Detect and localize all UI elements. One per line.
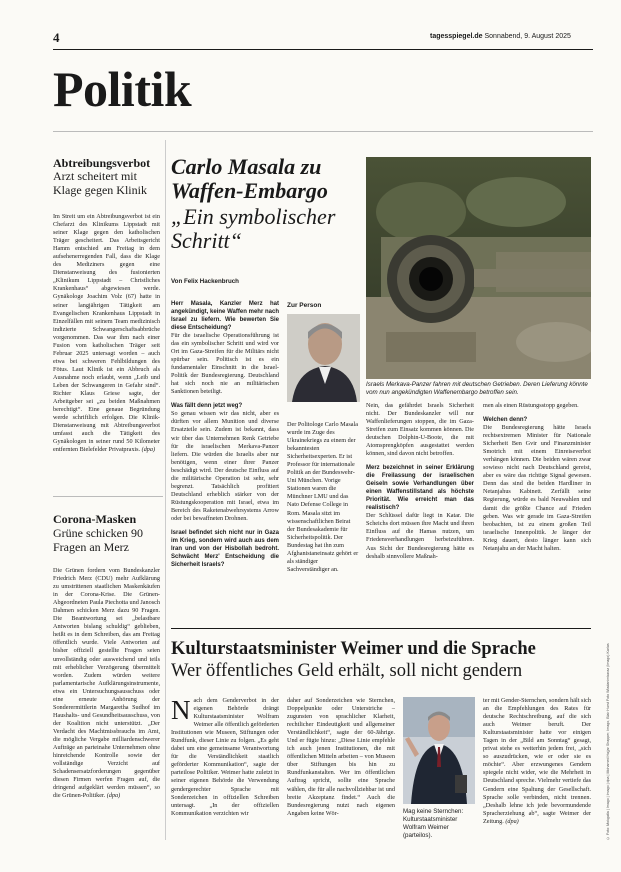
corona-headline: Grüne schicken 90 Fragen an Merz	[53, 526, 143, 554]
weimer-rule	[171, 628, 591, 629]
masala-column-1	[171, 300, 279, 757]
masala-q2: Was fällt denn jetzt weg?	[171, 403, 243, 410]
top-rule	[53, 49, 593, 50]
weimer-column-2: daher auf Sonderzeichen wie Sternchen, Doppelpunkte oder Unterstriche – zugunsten von sprachlicher Klarheit, rechtlicher Eindeutigkeit und allgemeiner Verständlichkeit“, sagte der 60-Jährige. Und er fügte hinzu: „Diese Linie empfehle ich auch jenen Institutionen, die mit öffentlichen Mitteln arbeiten – von Museen über Stiftungen bis hin zu Rundfunkanstalten. Wer im öffentlichen Auftrag spricht, sollte eine Sprache wählen, die für alle nachvollziehbar ist und breite Akzeptanz findet.“ Auch die Bundesregierung nutzt nach eigenen Angaben keine Wör-	[287, 697, 395, 817]
weimer-col4-text: ter mit Gender-Sternchen, sondern hält sich an die Empfehlungen des Rates für deutsche Rechtschreibung, auf die sich auch Weimer beruft. Der Kulturstaatsminister hatte vor einigen Tagen in der „Bild am Sonntag“ gesagt, privat stehe es weiterhin jedem frei, „sich so auszudrücken, wie er oder sie es möchte“. Aber erzwungenes Gendern spiegele nicht wider, wie die Mehrheit in Deutschland spreche. Vielmehr vertiefe das Gendern eine Spaltung der Gesellschaft. Sprache solle verbinden, nicht trennen. „Deshalb lehne ich jede bevormundende Spracherziehung ab“, sagte Weimer der Zeitung.	[483, 697, 591, 825]
masala-author: Von Felix Hackenbruch	[171, 278, 239, 285]
corona-body	[53, 567, 160, 850]
weimer-source: (dpa)	[505, 817, 519, 825]
masala-bio: Der Politologe Carlo Masala wurde im Zuge des Ukrainekriegs zu einem der bekanntesten Sicherheitsexperten. Er ist Professor für internationale Politik an der Bundeswehr-Uni München. Vorige Stationen waren die Münchner LMU und das Nato Defense College in Rom. Masala sitzt im wissenschaftlichen Beirat der Bundesakademie für Sicherheitspolitik. Der Bundestag hat ihn zum Afghanistaneinsatz gehört er als ständiger Sachverständiger an.	[287, 421, 359, 573]
column-rule-left	[165, 140, 166, 840]
tank-caption: Israels Merkava-Panzer fahren mit deutschen Getrieben. Deren Lieferung könnte vom nun angekündigten Waffenembargo betroffen sein.	[366, 381, 588, 396]
masala-col3-text: Nein, das gefährdet Israels Sicherheit nicht. Der Bundeskanzler will nur Waffenlieferungen stoppen, die im Gaza-Streifen zum Einsatz kommen können. Die deutschen Dolphin-U-Boote, die mit Atomsprengköpfen ausgestattet werden können, sind davon nicht betroffen.	[366, 402, 474, 458]
masala-a1: Für die israelische Operationsführung ist das ein symbolischer Schritt und wird vor Ort im Gaza-Streifen für die Militärs nicht spürbar sein. Politisch ist es ein fundamentaler Einschnitt in die Israel-Politik der Bundesregierung. Deutschland hat sich noch nie an militärischen Sanktionen beteiligt.	[171, 332, 279, 396]
masala-q3: Israel befindet sich nicht nur in Gaza im Krieg, sondern wird auch aus dem Iran und von der Hisbollah bedroht. Schwächt Merz' Entscheidung die Sicherheit Israels?	[171, 530, 279, 569]
left-divider	[53, 496, 163, 497]
masala-subheadline	[171, 205, 376, 253]
weimer-dropcap: N	[171, 697, 191, 725]
corona-kicker: Corona-Masken	[53, 512, 137, 526]
masala-q5: Welchen denn?	[483, 417, 528, 424]
masala-a4: Der Schlüssel dafür liegt in Katar. Die Scheichs dort müssen ihre Macht und ihren Einfluss auf die Hamas nutzen, um Friedensverhandlungen herbeizuführen. Aus Sicht der Bundesregierung hätte es deshalb sinnvollere Maßnah-	[366, 512, 474, 560]
weimer-column-1	[171, 697, 279, 847]
photo-credit: © Foto: Mokgatla | Imago | Imago | dpa | Mohamed Hajjar Shapper, Imago, Blair Hurst Foto Wladanimbaraz (Imago) Karlas	[606, 643, 610, 840]
masala-q1: Herr Masala, Kanzler Merz hat angekündigt, keine Waffen mehr nach Israel zu liefern. Wie bewerten Sie diese Entscheidung?	[171, 301, 279, 331]
weimer-photo-illustration	[403, 697, 475, 804]
section-title: Politik	[53, 61, 192, 117]
masala-a2: So genau wissen wir das nicht, aber es dürften vor allem Munition und diverse Ersatzteile sein. Zudem ist bekannt, dass wir über das Unternehmen Renk Getriebe für die israelischen Merkava-Panzer liefern. Die würden die Israelis aber nur benötigen, wenn einer ihrer Panzer beschädigt wird. Der deutsche Einfluss auf die militärische Operation ist sehr, sehr begrenzt. Tatsächlich profitiert Deutschland erheblich stärker von der Rüstungskooperation mit Israel, etwa im Bereich des Raketenabwehrsystems Arrow oder bei bewaffneten Drohnen.	[171, 410, 279, 522]
weimer-subheadline: Wer öffentliches Geld erhält, soll nicht gendern	[171, 661, 523, 681]
tank-photo-illustration	[366, 157, 591, 379]
corona-text: Die Grünen fordern vom Bundeskanzler Friedrich Merz (CDU) mehr Aufklärung zu umstrittenen staatlichen Maskenkäufen in der Corona-Krise. Die Grünen-Abgeordneten Paula Piechotta und Janosch Dahmen schicken Merz dazu 90 Fragen. Die Beantwortung sei „belastbare Antworten bislang schuldig“ geblieben, heißt es in dem Schreiben, das am Freitag öffentlich wurde. Viele Antworten auf bisher offiziell gestellte Fragen seien unvollständig oder ausweichend und teils mit erheblicher Verzögerung übermittelt worden. Zudem würden weitere parlamentarische Aufklärungsinstrumente, etwa ein Untersuchungsausschuss oder eine erneute Anhörung der Sonderermittlerin Margaretha Sudhof im Haushalts- und Gesundheitsausschuss, von der Koalition nicht unterstützt. „Der Verdacht des Machtmissbrauchs im Amt, die mögliche Vergabe milliardenschwerer Aufträge an parteinahe Unternehmen ohne hinreichende Kontrolle sowie der vollständige Verzicht auf Schadensersatzforderungen gegenüber diesen Firmen werfen Fragen auf, die dringend aufgeklärt werden müssen“, so die Grünen-Politiker.	[53, 567, 160, 800]
weimer-photo	[403, 697, 475, 804]
masala-headline-line1: Carlo Masala zu	[171, 154, 322, 179]
section-rule	[53, 131, 593, 132]
masala-col4-text: men als einen Rüstungsstopp gegeben.	[483, 402, 579, 409]
masala-sub-line2: Schritt“	[171, 228, 242, 253]
paper-url: tagesspiegel.de	[430, 33, 483, 40]
masala-sub-line1: „Ein symbolischer	[171, 204, 336, 229]
masala-portrait-illustration	[287, 314, 360, 402]
masala-column-4	[483, 402, 591, 620]
page-number: 4	[53, 30, 60, 45]
masala-a5: Die Bundesregierung hätte Israels rechtsextremen Minister für Nationale Sicherheit Ben Gvir und Finanzminister Smotrich mit einem Einreiseverbot verhängen können. Die beiden wären zwar sowieso nicht nach Deutschland gereist, aber es wäre das richtige Signal gewesen. Denn das sind die beiden Hardliner in Netanjahus Kabinett. Zerfällt seine Regierung, würde es bald Neuwahlen und damit die größte Chance auf Frieden geben. Was wir gerade im Gaza-Streifen beobachten, ist zu einem großen Teil israelische Innenpolitik. Je länger der Krieg dauert, desto länger kann sich Netanjahu an der Macht halten.	[483, 424, 591, 552]
abtreibung-source: (dpa)	[141, 446, 156, 454]
abtreibung-text: Im Streit um ein Abtreibungsverbot ist ein Chefarzt des Klinikums Lippstadt mit seiner Klage gegen den katholischen Träger gescheitert. Das Arbeitsgericht Hamm entschied am Freitag in dem aufsehenerregenden Fall, dass die Klage des Mediziners gegen eine Dienstanweisung des fusionierten „Klinikum Lippstadt – Christliches Krankenhaus“ abgewiesen werde. Gynäkologe Joachim Volz (67) hatte in seiner langjährigen Tätigkeit am Evangelischen Krankenhaus Lippstadt in Einzelfällen mit seinem Team medizinisch indizierte Schwangerschaftsabbrüche vorgenommen. Das war ihm nach einer Fusion vom katholischen Träger seit Februar 2025 untersagt worden – auch etwa bei schweren Fehlbildungen des Fötus. Laut Klinik ist ein Abbruch als Ausnahme noch erlaubt, wenn „Leib und Leben der Schwangeren in Gefahr sind“. Richter Klaus Griese sagte, der Arbeitgeber sei „zu beiden Maßnahmen berechtigt“. Eine genaue Begründung werde schriftlich erfolgen. Die Klinik-Dienstanweisung mit Abtreibungsverbot umfasst auch die Tätigkeit des Gynäkologen in seiner rund 50 Kilometer entfernten Bielefelder Privatpraxis.	[53, 213, 160, 454]
weimer-headline: Kulturstaatsminister Weimer und die Sprache	[171, 639, 536, 659]
abtreibung-kicker: Abtreibungsverbot	[53, 156, 151, 170]
tank-photo	[366, 157, 591, 379]
masala-headline	[171, 155, 376, 203]
person-label: Zur Person	[287, 302, 322, 309]
abtreibung-body	[53, 213, 160, 470]
masala-headline-line2: Waffen-Embargo	[171, 178, 328, 203]
weimer-col1-text: ach dem Genderverbot in der eigenen Behörde drängt Kulturstaatsminister Wolfram Weimer alle öffentlich geförderten Institutionen wie Museen, Stiftungen oder Rundfunk, dieser Linie zu folgen. „Es geht dabei um eine gemeinsame Verantwortung für die Verständlichkeit staatlich geförderter Kommunikation“, sagte der parteilose Politiker. Weimer hatte zuletzt in seiner eigenen Behörde die Verwendung gendergerechter Sprache mit Sonderzeichen in offiziellen Schreiben untersagt. „In der offiziellen Kommunikation verzichten wir	[171, 697, 279, 817]
weimer-column-4	[483, 697, 591, 847]
issue-date: Sonnabend, 9. August 2025	[484, 33, 571, 40]
abtreibung-headline: Arzt scheitert mit Klage gegen Klinik	[53, 169, 147, 197]
masthead-info	[430, 33, 571, 40]
masala-column-3	[366, 402, 474, 620]
masala-portrait	[287, 314, 360, 402]
weimer-caption: Mag keine Sternchen: Kulturstaatsminister Wolfram Weimer (parteilos).	[403, 808, 464, 839]
corona-source: (dpa)	[106, 792, 121, 800]
masala-q4: Merz bezeichnet in seiner Erklärung die Freilassung der israelischen Geiseln sowie Verhandlungen über einen Waffenstillstand als höchste Priorität. Wie erreicht man das realistisch?	[366, 465, 474, 512]
